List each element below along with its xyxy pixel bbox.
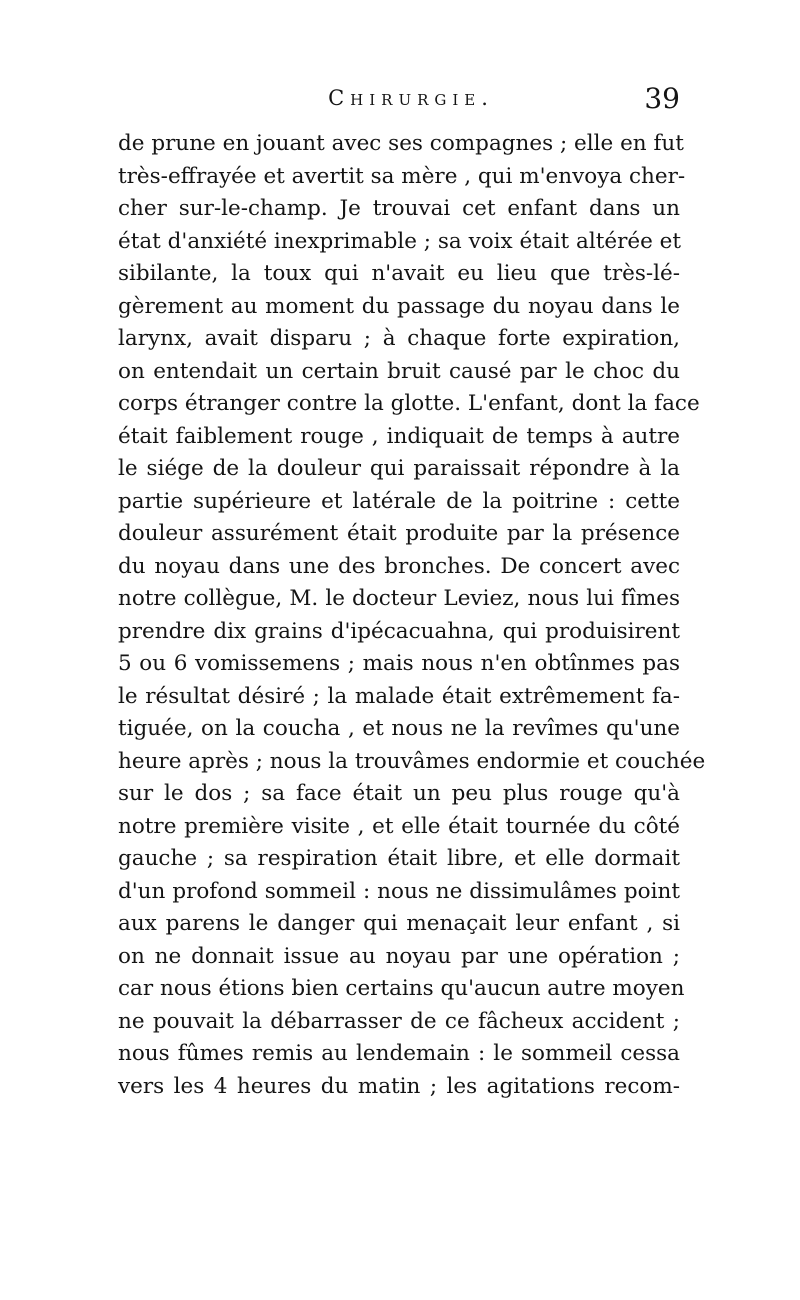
running-title: Chirurgie. (328, 86, 494, 110)
text-line: notre collègue, M. le docteur Leviez, nous lui fîmes (118, 586, 680, 611)
text-line: du noyau dans une des bronches. De concert avec (118, 553, 680, 579)
text-line: état d'anxiété inexprimable ; sa voix était altérée et (118, 228, 682, 254)
text-line: nous fûmes remis au lendemain : le sommeil cessa (118, 1041, 680, 1066)
text-line: on entendait un certain bruit causé par le choc du (118, 358, 680, 384)
text-line: ne pouvait la débarrasser de ce fâcheux accident ; (118, 1008, 680, 1034)
text-line: prendre dix grains d'ipécacuahna, qui produisirent (118, 618, 680, 644)
text-line: de prune en jouant avec ses compagnes ; elle en fut (118, 131, 684, 156)
text-line: était faiblement rouge , indiquait de temps à autre (118, 423, 680, 449)
text-line: très-effrayée et avertit sa mère , qui m'envoya cher- (118, 163, 686, 189)
text-line: on ne donnait issue au noyau par une opération ; (118, 943, 680, 969)
text-line: d'un profond sommeil : nous ne dissimulâmes point (118, 878, 680, 904)
text-line: partie supérieure et latérale de la poitrine : cette (118, 488, 680, 514)
running-head (118, 82, 680, 122)
text-line: vers les 4 heures du matin ; les agitations recom- (118, 1073, 680, 1099)
text-line: le résultat désiré ; la malade était extrêmement fa- (118, 683, 680, 709)
text-line: sibilante, la toux qui n'avait eu lieu que très-lé- (118, 261, 680, 286)
text-line: le siége de la douleur qui paraissait répondre à la (118, 456, 680, 481)
text-line: notre première visite , et elle était tournée du côté (118, 813, 680, 839)
text-line: aux parens le danger qui menaçait leur enfant , si (118, 911, 680, 936)
text-line: corps étranger contre la glotte. L'enfant, dont la face (118, 391, 700, 416)
page-number: 39 (644, 82, 680, 115)
text-line: car nous étions bien certains qu'aucun autre moyen (118, 976, 685, 1001)
text-line: douleur assurément était produite par la présence (118, 521, 680, 546)
text-line: 5 ou 6 vomissemens ; mais nous n'en obtînmes pas (118, 651, 680, 676)
text-line: tiguée, on la coucha , et nous ne la revîmes qu'une (118, 716, 680, 741)
text-line: gèrement au moment du passage du noyau dans le (118, 293, 680, 319)
text-line: sur le dos ; sa face était un peu plus rouge qu'à (118, 781, 680, 806)
text-line: heure après ; nous la trouvâmes endormie et couchée (118, 748, 706, 774)
text-line: gauche ; sa respiration était libre, et elle dormait (118, 846, 680, 871)
body-text (118, 128, 706, 1103)
text-line: cher sur-le-champ. Je trouvai cet enfant dans un (118, 196, 680, 221)
text-line: larynx, avait disparu ; à chaque forte expiration, (118, 326, 680, 351)
